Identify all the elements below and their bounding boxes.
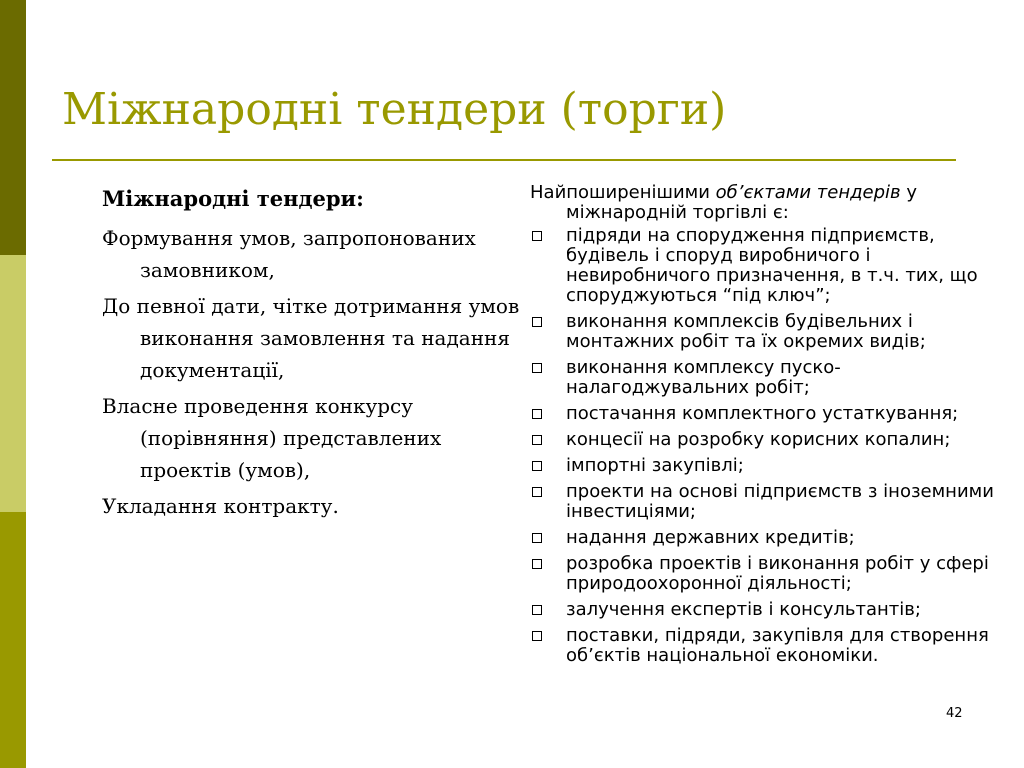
left-item: Формування умов, запропонованих замовником, <box>102 226 476 282</box>
list-item-text: проекти на основі підприємств з іноземними інвестиціями; <box>566 481 994 522</box>
square-bullet-icon <box>532 363 542 373</box>
list-item <box>530 456 1020 476</box>
square-bullet-icon <box>532 461 542 471</box>
left-item: До певної дати, чітке дотримання умов виконання замовлення та надання документації, <box>102 294 520 382</box>
left-band-light <box>0 255 26 512</box>
bullet-list <box>530 226 1020 666</box>
right-column <box>530 183 1020 672</box>
left-band-dark <box>0 0 26 255</box>
intro-before: Найпоширенішими <box>530 182 716 203</box>
intro-after: у міжнародній торгівлі є: <box>566 182 918 223</box>
list-item <box>530 626 1020 666</box>
left-item: Укладання контракту. <box>102 494 339 518</box>
square-bullet-icon <box>532 409 542 419</box>
slide-title: Міжнародні тендери (торги) <box>62 84 727 135</box>
list-item-text: виконання комплексів будівельних і монтажних робіт та їх окремих видів; <box>566 311 926 352</box>
list-item <box>530 528 1020 548</box>
square-bullet-icon <box>532 487 542 497</box>
square-bullet-icon <box>532 559 542 569</box>
square-bullet-icon <box>532 533 542 543</box>
square-bullet-icon <box>532 231 542 241</box>
left-column <box>102 185 522 526</box>
title-underline <box>52 159 956 161</box>
list-item-text: імпортні закупівлі; <box>566 455 744 476</box>
list-item-text: підряди на спорудження підприємств, будівель і споруд виробничого і невиробничого призначення, в т.ч. тих, що споруджуються “під ключ”; <box>566 225 978 306</box>
list-item <box>530 358 1020 398</box>
intro-text <box>530 183 1020 223</box>
square-bullet-icon <box>532 631 542 641</box>
left-heading: Міжнародні тендери: <box>102 186 364 211</box>
list-item <box>530 404 1020 424</box>
list-item <box>530 226 1020 306</box>
list-item-text: концесії на розробку корисних копалин; <box>566 429 951 450</box>
list-item <box>530 554 1020 594</box>
square-bullet-icon <box>532 605 542 615</box>
list-item-text: залучення експертів і консультантів; <box>566 599 921 620</box>
list-item-text: надання державних кредитів; <box>566 527 855 548</box>
square-bullet-icon <box>532 435 542 445</box>
page-number: 42 <box>946 706 963 721</box>
list-item-text: поставки, підряди, закупівля для створення об’єктів національної економіки. <box>566 625 989 666</box>
square-bullet-icon <box>532 317 542 327</box>
left-item: Власне проведення конкурсу (порівняння) представлених проектів (умов), <box>102 394 442 482</box>
list-item <box>530 482 1020 522</box>
intro-emphasis: об’єктами тендерів <box>715 182 901 203</box>
list-item-text: розробка проектів і виконання робіт у сфері природоохоронної діяльності; <box>566 553 989 594</box>
left-band-olive <box>0 512 26 768</box>
list-item-text: постачання комплектного устаткування; <box>566 403 959 424</box>
list-item <box>530 312 1020 352</box>
list-item <box>530 430 1020 450</box>
list-item <box>530 600 1020 620</box>
list-item-text: виконання комплексу пуско-налагоджувальних робіт; <box>566 357 841 398</box>
